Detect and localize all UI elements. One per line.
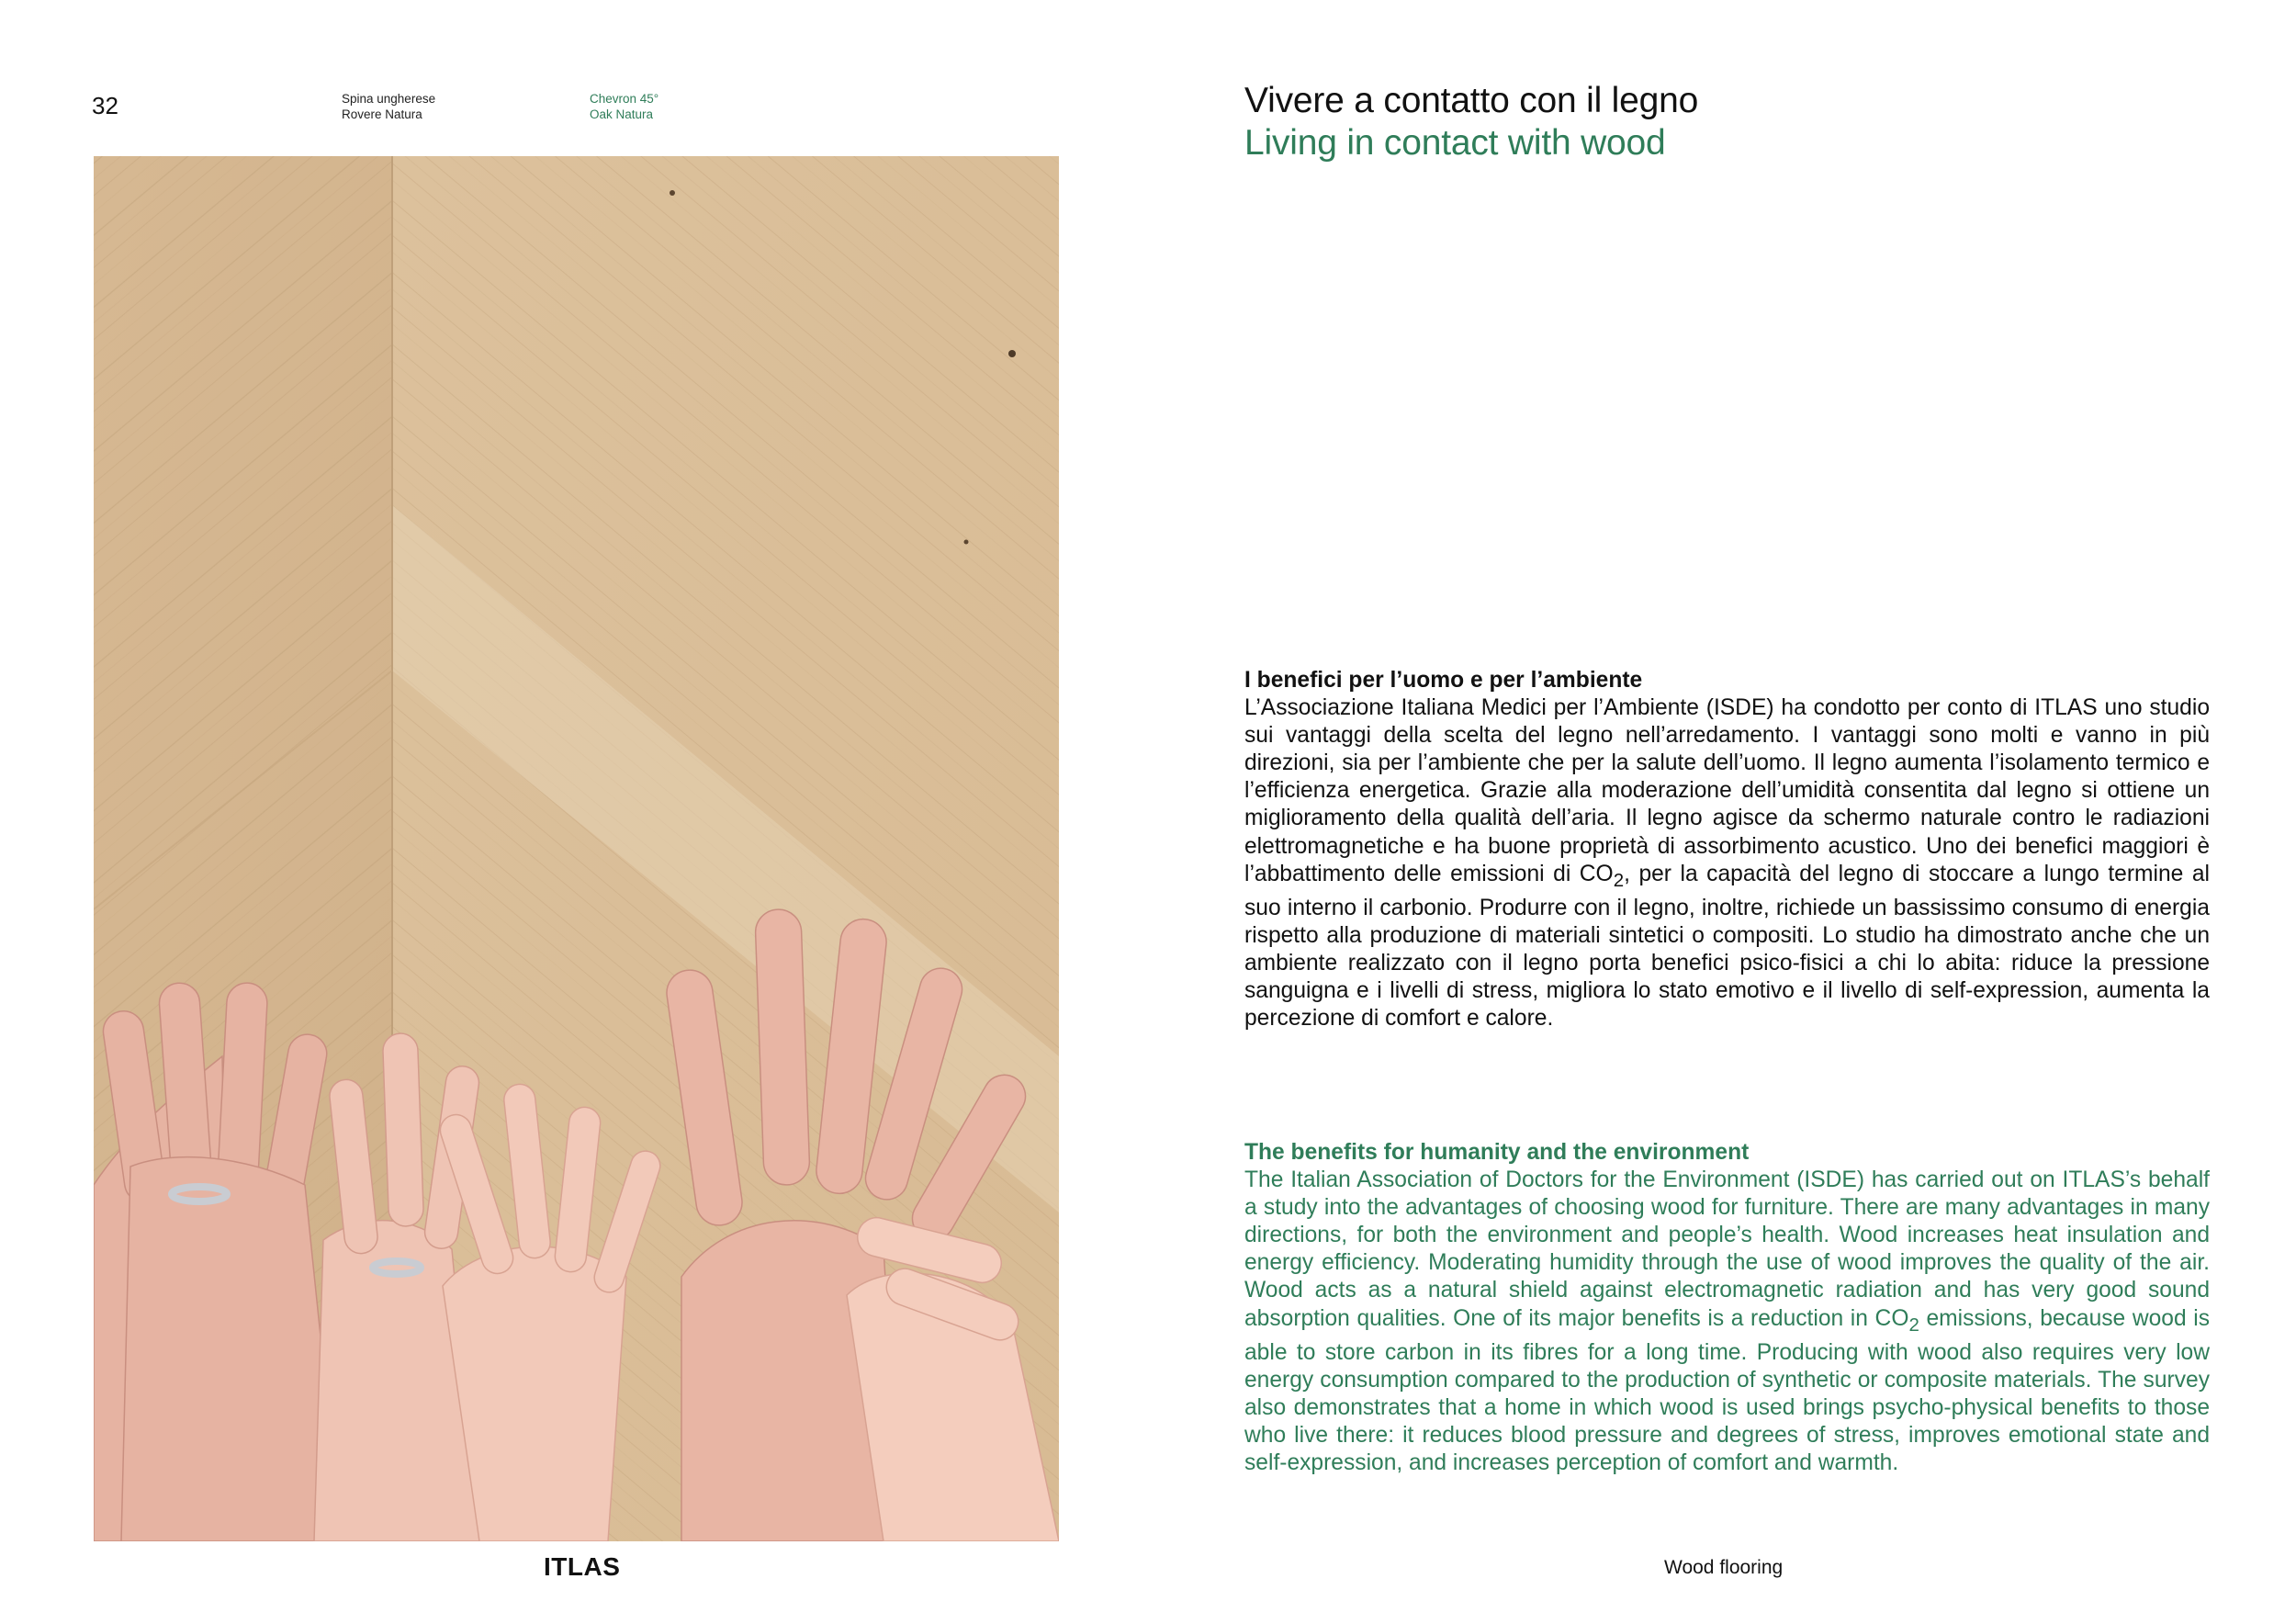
caption-pattern-it: Spina ungherese — [342, 92, 436, 106]
caption-finish-en: Oak Natura — [590, 107, 654, 121]
section-body-italian-part1: L’Associazione Italiana Medici per l’Ambiente (ISDE) ha condotto per conto di ITLAS uno studio sui vantaggi della scelta del legno nell’arredamento. I vantaggi sono molti e vanno in più direzioni, sia per l’ambiente che per la salute dell’uomo. Il legno aumenta l’isolamento termico e l’efficienza energetica. Grazie alla moderazione dell’umidità consentita dal legno si ottiene un miglioramento della qualità dell’aria. Il legno agisce da schermo naturale contro le radiazioni elettromagnetiche e ha buone proprietà di assorbimento acustico. Uno dei benefici maggiori è l’abbattimento delle emissioni di CO — [1244, 695, 2210, 886]
section-heading-italian: I benefici per l’uomo e per l’ambiente — [1244, 668, 1643, 693]
title-english: Living in contact with wood — [1244, 123, 1666, 163]
caption-pattern-en: Chevron 45° — [590, 92, 659, 106]
title-italian: Vivere a contatto con il legno — [1244, 81, 1699, 120]
photo-caption-english — [590, 91, 658, 122]
co2-subscript: 2 — [1613, 869, 1625, 891]
section-body-english-part2: emissions, because wood is able to store carbon in its fibres for a long time. Producing with wood also requires very low energy consumption compared to the production of synthetic or composite materials. The survey also demonstrates that a home in which wood is used brings psycho-physical benefits to those who live there: it reduces blood pressure and degrees of stress, improves emotional state and self-expression, and increases perception of comfort and warmth. — [1244, 1305, 2210, 1475]
section-italian — [1244, 667, 2210, 1032]
section-heading-english: The benefits for humanity and the environment — [1244, 1140, 1750, 1165]
co2-subscript: 2 — [1908, 1314, 1919, 1336]
photo-caption-italian — [342, 91, 435, 122]
section-body-italian-part2: , per la capacità del legno di stoccare a lungo termine al suo interno il carbonio. Produrre con il legno, inoltre, richiede un bassissimo consumo di energia rispetto alla produzione di materiali sintetici o compositi. Lo studio ha dimostrato anche che un ambiente realizzato con il legno porta benefici psico-fisici a chi lo abita: riduce la pressione sanguigna e i livelli di stress, migliora lo stato emotivo e il livello di self-expression, aumenta la percezione di comfort e calore. — [1244, 861, 2210, 1032]
brand-logo: ITLAS — [544, 1552, 621, 1581]
section-body-english-part1: The Italian Association of Doctors for the Environment (ISDE) has carried out on ITLAS’s behalf a study into the advantages of choosing wood for furniture. There are many advantages in many directions, for both the environment and people’s health. Wood increases heat insulation and energy efficiency. Moderating humidity through the use of wood improves the quality of the air. Wood acts as a natural shield against electromagnetic radiation and has very good sound absorption qualities. One of its major benefits is a reduction in CO — [1244, 1167, 2210, 1331]
caption-finish-it: Rovere Natura — [342, 107, 422, 121]
footer-section-label: Wood flooring — [1664, 1557, 1784, 1578]
page-number: 32 — [92, 92, 118, 119]
wood-floor-hands-photo — [94, 156, 1059, 1541]
section-english — [1244, 1139, 2210, 1477]
